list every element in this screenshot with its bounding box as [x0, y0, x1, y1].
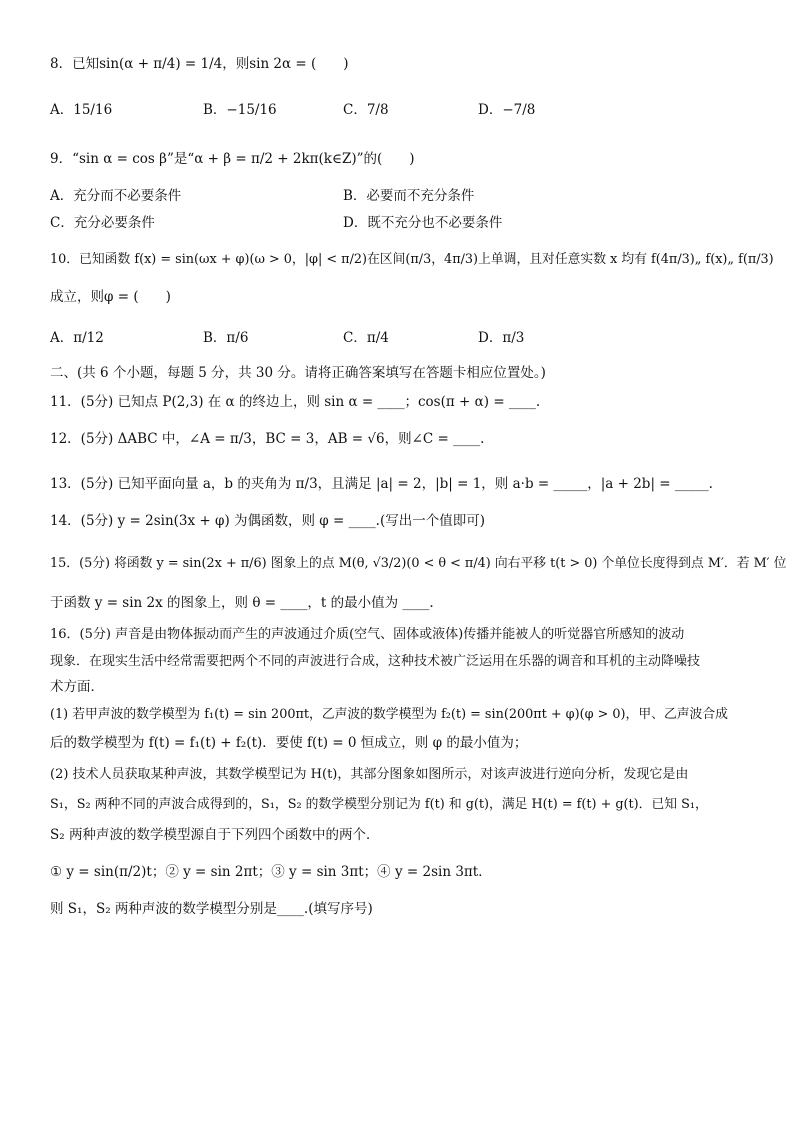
q8-option-d: D．−7/8 [478, 102, 536, 118]
q8-option-c: C．7/8 [343, 102, 389, 118]
q16-sub1-line2: 后的数学模型为 f(t) = f₁(t) + f₂(t)．要使 f(t) = 0 恒成立，则 φ 的最小值为； [50, 735, 528, 751]
q9-option-a: A．充分而不必要条件 [50, 188, 182, 204]
q16-function-choices: ① y = sin(π/2)t；② y = sin 2πt；③ y = sin 3πt；④ y = 2sin 3πt． [50, 864, 492, 880]
q15-line1: 15．(5分) 将函数 y = sin(2x + π/6) 图象上的点 M(θ, √3/2)(0 < θ < π/4) 向右平移 t(t > 0) 个单位长度得到点 M′．若 M′ 位 [50, 556, 787, 571]
q10-stem-line2: 成立，则φ = ( ) [50, 289, 171, 305]
q16-para-line1: 16．(5分) 声音是由物体振动而产生的声波通过介质(空气、固体或液体)传播并能被人的听觉器官所感知的波动 [50, 627, 685, 642]
q16-para-line3: 术方面． [50, 679, 104, 695]
q16-sub2-line3: S₂ 两种声波的数学模型源自于下列四个函数中的两个． [50, 827, 380, 843]
q13: 13．(5分) 已知平面向量 a，b 的夹角为 π/3，且满足 |a| = 2，|b| = 1，则 a·b = _____，|a + 2b| = _____. [50, 476, 713, 492]
q10-option-c: C．π/4 [343, 330, 389, 346]
section-2-heading: 二、(共 6 个小题，每题 5 分，共 30 分。请将正确答案填写在答题卡相应位置处。) [50, 365, 546, 381]
q10-option-a: A．π/12 [50, 330, 104, 346]
q9-option-c: C．充分必要条件 [50, 215, 155, 231]
q16-sub2-line2: S₁，S₂ 两种不同的声波合成得到的，S₁，S₂ 的数学模型分别记为 f(t) 和 g(t)，满足 H(t) = f(t) + g(t)．已知 S₁， [50, 797, 708, 812]
q9-option-d: D．既不充分也不必要条件 [343, 215, 503, 231]
q8-stem: 8．已知sin(α + π/4) = 1/4，则sin 2α = ( ) [50, 56, 349, 72]
q9-stem: 9．“sin α = cos β”是“α + β = π/2 + 2kπ(k∈Z)”的( ) [50, 151, 415, 167]
q12: 12．(5分) ΔABC 中，∠A = π/3，BC = 3，AB = √6，则∠C = ____. [50, 431, 485, 447]
q16-sub1-line1: (1) 若甲声波的数学模型为 f₁(t) = sin 200πt，乙声波的数学模型为 f₂(t) = sin(200πt + φ)(φ > 0)，甲、乙声波合成 [50, 707, 728, 722]
q8-option-b: B．−15/16 [203, 102, 277, 118]
q10-option-b: B．π/6 [203, 330, 249, 346]
q16-question: 则 S₁，S₂ 两种声波的数学模型分别是____.(填写序号) [50, 901, 373, 917]
q10-stem-line1: 10．已知函数 f(x) = sin(ωx + φ)(ω > 0，|φ| < π/2)在区间(π/3，4π/3)上单调，且对任意实数 x 均有 f(4π/3)„ f(x)„ f(π/3) [50, 252, 774, 267]
q8-option-a: A．15/16 [50, 102, 113, 118]
q11: 11．(5分) 已知点 P(2,3) 在 α 的终边上，则 sin α = ____；cos(π + α) = ____. [50, 394, 541, 410]
q16-sub2-line1: (2) 技术人员获取某种声波，其数学模型记为 H(t)，其部分图象如图所示，对该声波进行逆向分析，发现它是由 [50, 767, 689, 782]
q10-option-d: D．π/3 [478, 330, 525, 346]
q16-para-line2: 现象．在现实生活中经常需要把两个不同的声波进行合成，这种技术被广泛运用在乐器的调音和耳机的主动降噪技 [50, 654, 701, 669]
q14: 14．(5分) y = 2sin(3x + φ) 为偶函数，则 φ = ____.(写出一个值即可) [50, 513, 485, 529]
q15-line2: 于函数 y = sin 2x 的图象上，则 θ = ____，t 的最小值为 ____. [50, 595, 434, 611]
q9-option-b: B．必要而不充分条件 [343, 188, 475, 204]
